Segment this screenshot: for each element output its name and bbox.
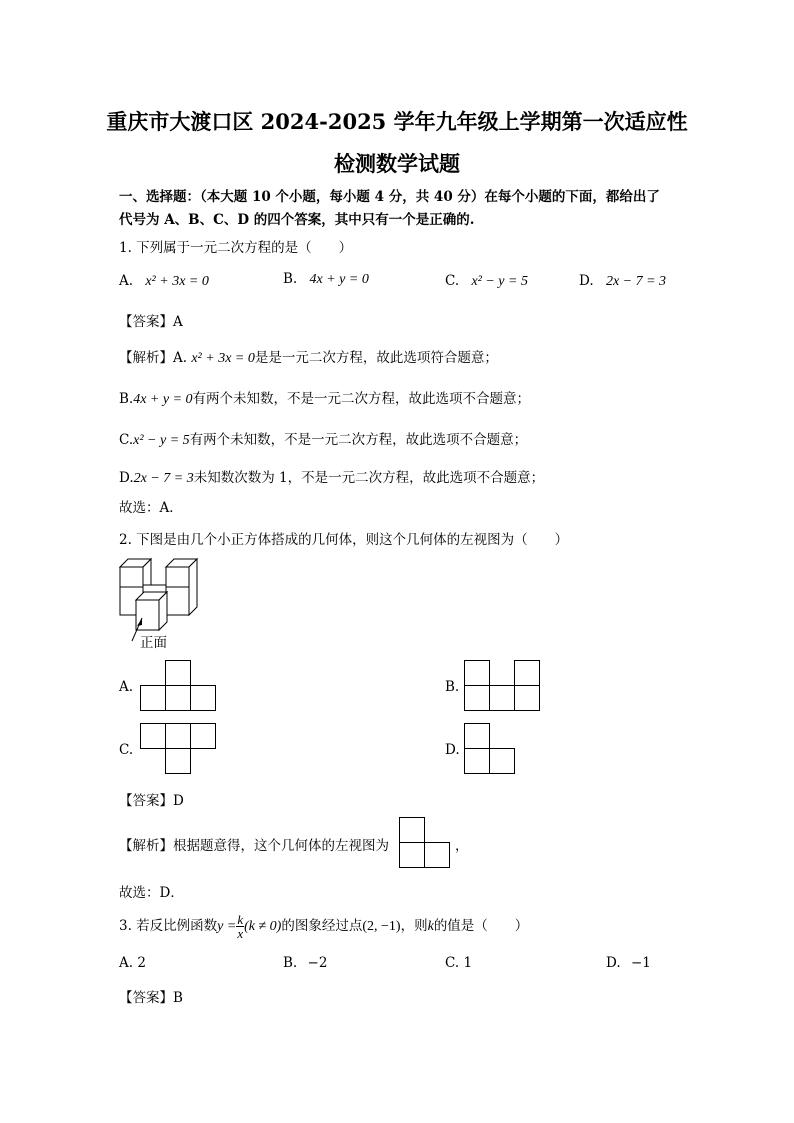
q1-conclusion: 故选：A． xyxy=(119,500,183,516)
q1-analysis-b xyxy=(119,387,530,408)
option-label: C. xyxy=(445,955,460,971)
q2-option-d-label: D. xyxy=(445,742,460,758)
analysis-expression: x² + 3x = 0 xyxy=(191,351,255,366)
option-label: B. xyxy=(283,955,298,971)
analysis-tag: 【解析】 xyxy=(119,838,173,854)
q3-point: (2, −1) xyxy=(362,919,401,934)
q3-option-c xyxy=(445,955,472,971)
q3-option-b xyxy=(283,955,327,971)
q1-option-a xyxy=(119,273,209,290)
option-label: A. xyxy=(119,955,134,971)
q3-fraction-numerator: k xyxy=(237,912,244,927)
option-label: A. xyxy=(119,273,134,289)
q3-stem-mid: 的图象经过点 xyxy=(281,918,363,934)
option-label: C. xyxy=(445,273,460,289)
q1-option-d xyxy=(579,273,666,290)
analysis-expression: 2x − 7 = 3 xyxy=(133,471,194,486)
option-label: D. xyxy=(579,273,594,289)
section-instruction-line1: 一、选择题：（本大题 10 个小题，每小题 4 分，共 40 分）在每个小题的下面，都给出了 xyxy=(119,189,660,205)
q3-stem-post: 的值是（ ） xyxy=(433,918,529,934)
analysis-tag: 【解析】 xyxy=(119,350,173,366)
q2-option-b-label: B. xyxy=(445,679,460,695)
option-value: 2 xyxy=(137,955,146,971)
q1-analysis-c xyxy=(119,428,527,449)
analysis-expression: 4x + y = 0 xyxy=(133,392,193,407)
q3-option-a xyxy=(119,955,146,971)
analysis-prefix: C. xyxy=(119,432,134,448)
q3-stem-mid2: ，则 xyxy=(400,918,428,934)
analysis-prefix: A. xyxy=(173,350,188,366)
option-value: −2 xyxy=(307,955,328,971)
q1-analysis-a xyxy=(119,346,498,367)
option-label: D. xyxy=(606,955,621,971)
option-expression: x² + 3x = 0 xyxy=(145,274,209,289)
q2-analysis xyxy=(119,834,389,854)
analysis-expression: x² − y = 5 xyxy=(133,433,190,448)
option-expression: x² − y = 5 xyxy=(471,274,528,289)
q2-front-label: 正面 xyxy=(140,635,167,651)
option-expression: 2x − 7 = 3 xyxy=(605,274,667,289)
analysis-text: 未知数次数为 1，不是一元二次方程，故此选项不合题意； xyxy=(193,470,545,486)
doc-title-line2: 检测数学试题 xyxy=(334,151,460,176)
q1-option-c xyxy=(445,273,528,290)
q3-condition: (k ≠ 0) xyxy=(244,919,282,934)
option-value: 1 xyxy=(463,955,473,971)
q2-option-a-figure xyxy=(140,660,220,712)
analysis-text: 有两个未知数，不是一元二次方程，故此选项不合题意； xyxy=(189,432,528,448)
q1-analysis-d xyxy=(119,466,544,487)
q3-stem xyxy=(119,910,528,943)
q2-answer: 【答案】D xyxy=(119,793,184,809)
q2-option-d-figure xyxy=(464,723,519,775)
q2-option-a-label: A. xyxy=(119,679,134,695)
q1-option-b xyxy=(283,271,369,288)
q3-func-lhs: y = xyxy=(217,919,237,934)
analysis-text: 是是一元二次方程，故此选项符合题意； xyxy=(254,350,498,366)
analysis-text: 有两个未知数，不是一元二次方程，故此选项不合题意； xyxy=(192,391,531,407)
q3-stem-pre: 3. 若反比例函数 xyxy=(119,918,218,934)
option-expression: 4x + y = 0 xyxy=(309,272,369,287)
q2-option-b-figure xyxy=(464,660,544,712)
q2-analysis-tail: ， xyxy=(455,838,469,854)
q2-stem: 2. 下图是由几个小正方体搭成的几何体，则这个几何体的左视图为（ ） xyxy=(119,532,569,548)
option-label: B. xyxy=(283,271,298,287)
q1-stem: 1. 下列属于一元二次方程的是（ ） xyxy=(119,240,353,256)
analysis-prefix: B. xyxy=(119,391,134,407)
q2-option-c-figure xyxy=(140,723,220,775)
analysis-prefix: D. xyxy=(119,470,134,486)
q3-var-k: k xyxy=(427,919,434,934)
doc-title-line1: 重庆市大渡口区 2024-2025 学年九年级上学期第一次适应性 xyxy=(106,109,688,134)
analysis-text: 根据题意得，这个几何体的左视图为 xyxy=(173,838,389,854)
q2-analysis-figure xyxy=(399,817,453,869)
q3-fraction-denominator: x xyxy=(237,926,244,941)
section-instruction-line2: 代号为 A、B、C、D 的四个答案，其中只有一个是正确的. xyxy=(119,212,475,228)
q3-answer: 【答案】B xyxy=(119,990,183,1006)
q2-conclusion: 故选：D． xyxy=(119,885,184,901)
q3-fraction xyxy=(236,913,244,940)
q3-option-d xyxy=(606,955,651,971)
q2-option-c-label: C. xyxy=(119,742,134,758)
option-value: −1 xyxy=(630,955,651,971)
q1-answer: 【答案】A xyxy=(119,314,183,330)
